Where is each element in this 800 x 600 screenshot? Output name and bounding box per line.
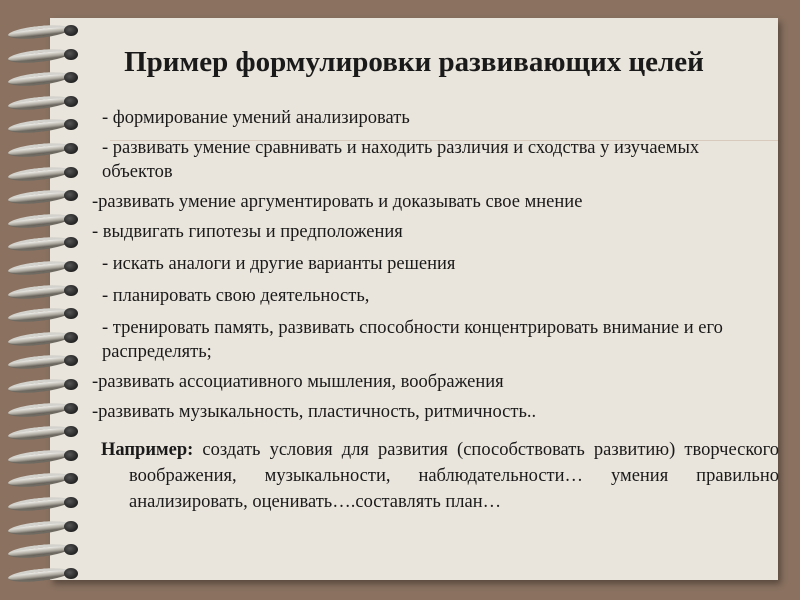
spiral-wire: [8, 23, 71, 41]
binding-hole: [64, 426, 78, 437]
spiral-wire: [8, 495, 71, 513]
spiral-wire: [8, 400, 71, 418]
spiral-ring: [8, 331, 88, 343]
spiral-wire: [8, 117, 71, 135]
spiral-wire: [8, 471, 71, 489]
goals-list: [92, 106, 742, 424]
spiral-wire: [8, 330, 71, 348]
binding-hole: [64, 544, 78, 555]
spiral-wire: [8, 353, 71, 371]
binding-hole: [64, 285, 78, 296]
spiral-binding: [0, 18, 90, 580]
example-paragraph: [101, 437, 779, 515]
spiral-ring: [8, 354, 88, 366]
spiral-ring: [8, 543, 88, 555]
binding-hole: [64, 96, 78, 107]
example-text: создать условия для развития (способствовать развитию) творческого воображения, музыкальности, наблюдательности… умения правильно анализировать, оценивать….составлять план…: [129, 440, 779, 512]
spiral-wire: [8, 235, 71, 253]
binding-hole: [64, 379, 78, 390]
list-item: - формирование умений анализировать: [102, 108, 410, 128]
spiral-ring: [8, 166, 88, 178]
list-item: - искать аналоги и другие варианты решения: [102, 254, 456, 274]
spiral-ring: [8, 260, 88, 272]
spiral-wire: [8, 566, 71, 584]
spiral-wire: [8, 212, 71, 230]
spiral-ring: [8, 307, 88, 319]
spiral-wire: [8, 282, 71, 300]
spiral-wire: [8, 94, 71, 112]
spiral-wire: [8, 259, 71, 277]
spiral-ring: [8, 24, 88, 36]
spiral-ring: [8, 118, 88, 130]
spiral-ring: [8, 284, 88, 296]
binding-hole: [64, 473, 78, 484]
spiral-ring: [8, 496, 88, 508]
spiral-ring: [8, 520, 88, 532]
binding-hole: [64, 119, 78, 130]
binding-hole: [64, 25, 78, 36]
binding-hole: [64, 332, 78, 343]
spiral-wire: [8, 164, 71, 182]
binding-hole: [64, 237, 78, 248]
binding-hole: [64, 143, 78, 154]
list-item: -развивать умение аргументировать и доказывать свое мнение: [92, 192, 583, 212]
spiral-wire: [8, 542, 71, 560]
binding-hole: [64, 167, 78, 178]
binding-hole: [64, 355, 78, 366]
binding-hole: [64, 521, 78, 532]
spiral-ring: [8, 189, 88, 201]
slide-title: Пример формулировки развивающих целей: [124, 46, 704, 78]
spiral-wire: [8, 518, 71, 536]
spiral-ring: [8, 95, 88, 107]
spiral-ring: [8, 142, 88, 154]
spiral-ring: [8, 378, 88, 390]
spiral-wire: [8, 424, 71, 442]
list-item: - развивать умение сравнивать и находить различия и сходства у изучаемых объектов: [102, 138, 700, 182]
list-item: - планировать свою деятельность,: [102, 286, 370, 306]
binding-hole: [64, 450, 78, 461]
spiral-wire: [8, 141, 71, 159]
binding-hole: [64, 497, 78, 508]
spiral-ring: [8, 567, 88, 579]
list-item: - выдвигать гипотезы и предположения: [92, 222, 403, 242]
spiral-wire: [8, 448, 71, 466]
binding-hole: [64, 308, 78, 319]
binding-hole: [64, 190, 78, 201]
binding-hole: [64, 261, 78, 272]
list-item: - тренировать память, развивать способности концентрировать внимание и его распределять;: [102, 318, 723, 362]
spiral-wire: [8, 188, 71, 206]
spiral-ring: [8, 236, 88, 248]
spiral-ring: [8, 402, 88, 414]
spiral-wire: [8, 306, 71, 324]
spiral-ring: [8, 213, 88, 225]
list-item: -развивать музыкальность, пластичность, ритмичность..: [92, 402, 537, 422]
spiral-ring: [8, 449, 88, 461]
spiral-wire: [8, 377, 71, 395]
binding-hole: [64, 403, 78, 414]
binding-hole: [64, 214, 78, 225]
list-item: -развивать ассоциативного мышления, воображения: [92, 372, 504, 392]
binding-hole: [64, 568, 78, 579]
spiral-ring: [8, 472, 88, 484]
example-lead: Например:: [101, 440, 194, 460]
spiral-ring: [8, 425, 88, 437]
